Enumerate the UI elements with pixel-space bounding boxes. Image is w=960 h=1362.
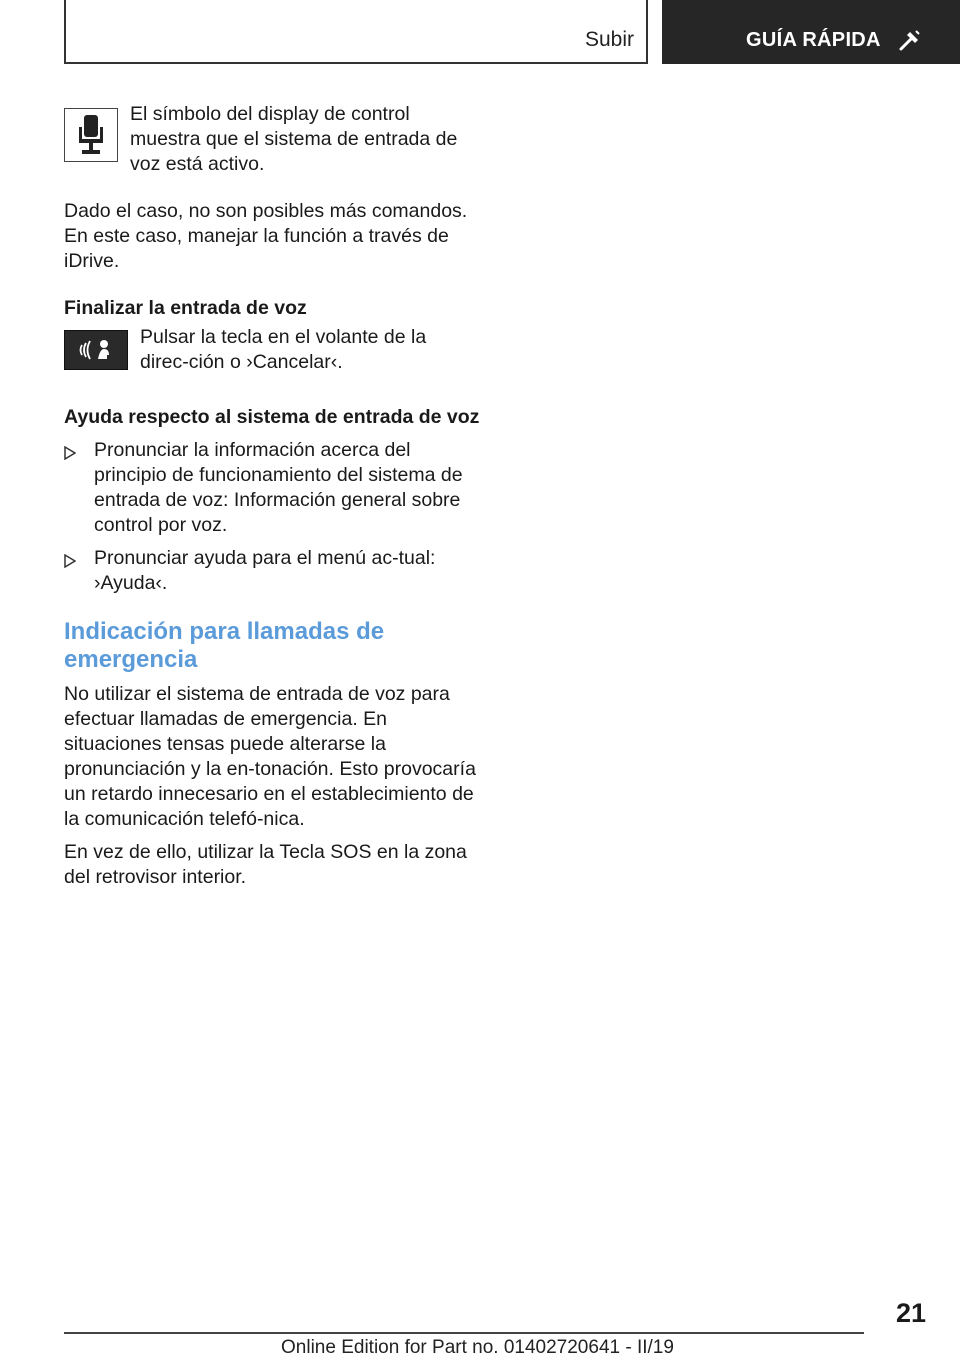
paragraph-sos: En vez de ello, utilizar la Tecla SOS en la zona del retrovisor interior. (64, 841, 467, 888)
list-item-text: Pronunciar ayuda para el menú ac‐tual: ›Ayuda‹. (94, 547, 436, 594)
list-item-text: Pronunciar la información acerca del principio de funcionamiento del sistema de entrada de voz: Información general sobre control por voz. (94, 439, 463, 536)
section-heading-emergency: Indicación para llamadas de emergencia (64, 618, 385, 673)
microphone-icon (64, 108, 118, 162)
header-subir-box[interactable] (64, 0, 648, 64)
wheel-description: Pulsar la tecla en el volante de la direc‐ción o ›Cancelar‹. (140, 326, 427, 373)
subheading-end-voice: Finalizar la entrada de voz (64, 297, 307, 319)
subheading-help: Ayuda respecto al sistema de entrada de voz (64, 406, 480, 428)
triangle-bullet-icon (64, 550, 76, 575)
section-tab[interactable] (662, 0, 960, 64)
list-item (64, 546, 480, 596)
mic-row (64, 102, 480, 177)
paragraph-commands: Dado el caso, no son posibles más comandos. En este caso, manejar la función a través de iDrive. (64, 200, 468, 272)
footer-edition: Online Edition for Part no. 01402720641 - II/19 (281, 1337, 674, 1358)
wrench-icon (898, 28, 922, 57)
mic-description: El símbolo del display de control muestra que el sistema de entrada de voz está activo. (130, 103, 458, 175)
subir-link[interactable]: Subir (584, 28, 634, 51)
triangle-bullet-icon (64, 442, 76, 467)
list-item (64, 438, 480, 538)
paragraph-emergency: No utilizar el sistema de entrada de voz para efectuar llamadas de emergencia. En situaciones tensas puede alterarse la pronunciación y la en‐tonación. Esto provocaría un retardo innecesario en el establecimiento de la comunicación telefó‐nica. (64, 683, 476, 830)
help-list (64, 438, 480, 596)
section-title: GUÍA RÁPIDA (746, 29, 881, 51)
voice-button-icon (64, 330, 128, 370)
wheel-button-row (64, 325, 480, 375)
footer-divider (64, 1332, 864, 1334)
page-number: 21 (895, 1298, 926, 1328)
page-content (64, 102, 480, 890)
